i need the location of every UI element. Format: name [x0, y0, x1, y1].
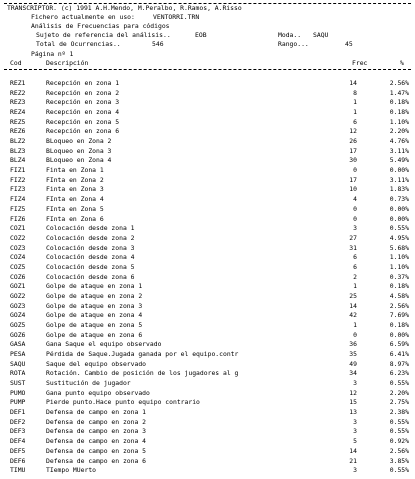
column-header-cod: Cod — [10, 59, 22, 67]
row-description: Defensa de campo en zona 3 — [46, 427, 147, 436]
row-code: GOZ6 — [10, 330, 26, 339]
table-row — [0, 322, 415, 330]
row-description: Colocación desde zona 5 — [46, 262, 135, 271]
table-row — [0, 216, 415, 224]
row-percent: 1.10% — [389, 262, 409, 271]
subject-label: Sujeto de referencia del análisis.. — [36, 31, 171, 39]
row-frequency: 25 — [349, 291, 357, 300]
row-code: BLZ4 — [10, 156, 26, 165]
row-percent: 6.23% — [389, 369, 409, 378]
table-row — [0, 380, 415, 388]
row-percent: 5.68% — [389, 243, 409, 252]
row-code: GOZ1 — [10, 282, 26, 291]
row-percent: 0.00% — [389, 330, 409, 339]
row-code: SUST — [10, 379, 26, 388]
row-description: Pérdida de Saque.Jugada ganada por el equipo.contr — [46, 350, 239, 359]
row-code: BLZ3 — [10, 146, 26, 155]
table-row — [0, 332, 415, 340]
row-percent: 6.59% — [389, 340, 409, 349]
row-code: DEF2 — [10, 417, 26, 426]
row-frequency: 1 — [353, 108, 357, 117]
row-frequency: 14 — [349, 79, 357, 87]
total-value: 546 — [152, 40, 164, 48]
table-row — [0, 419, 415, 427]
table-row — [0, 138, 415, 146]
row-frequency: 13 — [349, 408, 357, 417]
row-percent: 0.55% — [389, 379, 409, 388]
row-description: Golpe de ataque en zona 5 — [46, 321, 143, 329]
row-code: BLZ2 — [10, 137, 26, 146]
table-row — [0, 341, 415, 349]
table-row — [0, 157, 415, 165]
row-percent: 1.10% — [389, 253, 409, 262]
row-code: DEF4 — [10, 437, 26, 446]
row-frequency: 14 — [349, 446, 357, 455]
table-row — [0, 109, 415, 117]
row-percent: 0.73% — [389, 195, 409, 204]
row-percent: 0.00% — [389, 166, 409, 175]
row-description: FInta en Zona 4 — [46, 195, 104, 204]
row-description: Defensa de campo en zona 6 — [46, 456, 147, 465]
row-description: Recepción en zona 5 — [46, 117, 120, 126]
table-row — [0, 254, 415, 262]
row-percent: 0.55% — [389, 466, 409, 475]
row-frequency: 6 — [353, 253, 357, 262]
row-code: FIZ1 — [10, 166, 26, 175]
row-percent: 2.75% — [389, 398, 409, 407]
row-code: PESA — [10, 350, 26, 359]
row-percent: 1.47% — [389, 88, 409, 97]
row-description: BLoqueo en Zona 3 — [46, 146, 112, 155]
row-code: COZ2 — [10, 233, 26, 242]
row-percent: 4.76% — [389, 137, 409, 146]
row-code: COZ1 — [10, 224, 26, 233]
row-frequency: 14 — [349, 301, 357, 310]
table-row — [0, 458, 415, 466]
table-row — [0, 90, 415, 98]
row-frequency: 5 — [353, 437, 357, 446]
row-percent: 4.95% — [389, 233, 409, 242]
row-description: Finta en Zona 3 — [46, 185, 104, 194]
row-frequency: 6 — [353, 117, 357, 126]
row-code: GASA — [10, 340, 26, 349]
row-description: Rotación. Cambio de posición de los jugadores al g — [46, 369, 239, 378]
row-description: Golpe de ataque en zona 3 — [46, 301, 143, 310]
row-description: TIempo MUerto — [46, 466, 97, 475]
row-percent: 8.97% — [389, 359, 409, 368]
row-frequency: 3 — [353, 417, 357, 426]
row-percent: 0.00% — [389, 204, 409, 213]
row-code: GOZ4 — [10, 311, 26, 320]
table-row — [0, 245, 415, 253]
row-code: FIZ6 — [10, 214, 26, 223]
row-code: COZ6 — [10, 272, 26, 281]
table-row — [0, 235, 415, 243]
row-code: FIZ2 — [10, 175, 26, 184]
table-row — [0, 448, 415, 456]
row-description: Colocación desde zona 4 — [46, 253, 135, 262]
row-frequency: 3 — [353, 224, 357, 233]
row-description: Recepción en zona 3 — [46, 98, 120, 107]
row-code: REZ2 — [10, 88, 26, 97]
analysis-title: Análisis de Frecuencias para códigos — [31, 22, 170, 30]
row-percent: 6.41% — [389, 350, 409, 359]
row-percent: 0.55% — [389, 417, 409, 426]
row-description: BLoqueo en Zona 2 — [46, 137, 112, 146]
row-description: Golpe de ataque en zona 6 — [46, 330, 143, 339]
mode-value: SAQU — [313, 31, 329, 39]
row-percent: 2.20% — [389, 127, 409, 136]
row-percent: 0.55% — [389, 427, 409, 436]
row-code: DEF6 — [10, 456, 26, 465]
row-frequency: 21 — [349, 456, 357, 465]
row-frequency: 36 — [349, 340, 357, 349]
row-code: PUMP — [10, 398, 26, 407]
row-percent: 0.92% — [389, 437, 409, 446]
row-description: FInta en Zona 5 — [46, 204, 104, 213]
table-row — [0, 99, 415, 107]
row-description: Golpe de ataque en zona 1 — [46, 282, 143, 291]
row-percent: 2.38% — [389, 408, 409, 417]
row-frequency: 35 — [349, 350, 357, 359]
range-label: Rango... — [278, 40, 309, 48]
row-frequency: 0 — [353, 204, 357, 213]
row-percent: 0.18% — [389, 108, 409, 117]
row-frequency: 1 — [353, 282, 357, 291]
row-description: Recepción en zona 2 — [46, 88, 120, 97]
row-frequency: 1 — [353, 321, 357, 329]
column-header-percent: % — [400, 59, 404, 67]
file-label: Fichero actualmente en uso: — [31, 13, 135, 21]
row-frequency: 12 — [349, 127, 357, 136]
row-percent: 0.18% — [389, 282, 409, 291]
row-percent: 3.11% — [389, 146, 409, 155]
row-percent: 2.56% — [389, 446, 409, 455]
row-code: ROTA — [10, 369, 26, 378]
row-percent: 3.11% — [389, 175, 409, 184]
row-code: REZ3 — [10, 98, 26, 107]
row-description: Colocación desde zona 3 — [46, 243, 135, 252]
file-value: VENTORRI.TRN — [153, 13, 200, 21]
row-code: TIMU — [10, 466, 26, 475]
row-frequency: 34 — [349, 369, 357, 378]
row-code: FIZ3 — [10, 185, 26, 194]
table-row — [0, 390, 415, 398]
table-row — [0, 128, 415, 136]
row-description: Recepción en zona 4 — [46, 108, 120, 117]
row-frequency: 8 — [353, 88, 357, 97]
row-percent: 2.56% — [389, 301, 409, 310]
row-description: Golpe de ataque en zona 2 — [46, 291, 143, 300]
row-description: Colocación desde zona 1 — [46, 224, 135, 233]
row-description: Finta en Zona 1 — [46, 166, 104, 175]
table-row — [0, 351, 415, 359]
row-description: Saque del equipo observado — [46, 359, 147, 368]
table-row — [0, 428, 415, 436]
table-row — [0, 225, 415, 233]
table-row — [0, 274, 415, 282]
row-frequency: 31 — [349, 243, 357, 252]
row-frequency: 10 — [349, 185, 357, 194]
row-frequency: 17 — [349, 175, 357, 184]
row-code: GOZ5 — [10, 321, 26, 329]
row-code: REZ5 — [10, 117, 26, 126]
table-row — [0, 167, 415, 175]
row-description: Recepción en zona 6 — [46, 127, 120, 136]
row-frequency: 4 — [353, 195, 357, 204]
row-percent: 0.00% — [389, 214, 409, 223]
table-row — [0, 196, 415, 204]
row-percent: 5.49% — [389, 156, 409, 165]
row-percent: 0.55% — [389, 224, 409, 233]
row-description: Defensa de campo en zona 4 — [46, 437, 147, 446]
row-frequency: 3 — [353, 379, 357, 388]
row-code: REZ1 — [10, 79, 26, 87]
total-label: Total de Ocurrencias.. — [36, 40, 121, 48]
row-percent: 0.18% — [389, 98, 409, 107]
table-row — [0, 370, 415, 378]
table-row — [0, 438, 415, 446]
column-header-frequency: Frec — [352, 59, 368, 67]
row-code: PUMO — [10, 388, 26, 397]
table-row — [0, 206, 415, 214]
table-row — [0, 119, 415, 127]
table-row — [0, 80, 415, 88]
row-code: GOZ3 — [10, 301, 26, 310]
row-description: Defensa de campo en zona 5 — [46, 446, 147, 455]
row-frequency: 0 — [353, 330, 357, 339]
row-frequency: 1 — [353, 98, 357, 107]
row-frequency: 49 — [349, 359, 357, 368]
row-code: DEF3 — [10, 427, 26, 436]
header-rule — [4, 69, 411, 70]
row-code: COZ3 — [10, 243, 26, 252]
mode-label: Moda.. — [278, 31, 302, 39]
row-description: FInta en Zona 6 — [46, 214, 104, 223]
table-row — [0, 409, 415, 417]
row-percent: 3.85% — [389, 456, 409, 465]
table-row — [0, 283, 415, 291]
row-percent: 0.37% — [389, 272, 409, 281]
row-percent: 0.18% — [389, 321, 409, 329]
row-description: Gana punto equipo observado — [46, 388, 150, 397]
row-frequency: 26 — [349, 137, 357, 146]
row-frequency: 0 — [353, 166, 357, 175]
program-title: TRANSCRIPTOR. (c) 1991 A.H.Mendo, M.Peralbo, R.Ramos, A.Risso — [7, 4, 242, 12]
row-percent: 4.58% — [389, 291, 409, 300]
row-frequency: 42 — [349, 311, 357, 320]
row-frequency: 3 — [353, 427, 357, 436]
row-description: Sustitución de jugador — [46, 379, 131, 388]
row-percent: 1.83% — [389, 185, 409, 194]
row-frequency: 2 — [353, 272, 357, 281]
table-row — [0, 177, 415, 185]
row-code: COZ4 — [10, 253, 26, 262]
row-frequency: 17 — [349, 146, 357, 155]
row-description: Gana Saque el equipo observado — [46, 340, 162, 349]
range-value: 45 — [345, 40, 353, 48]
row-code: SAQU — [10, 359, 26, 368]
row-percent: 1.10% — [389, 117, 409, 126]
table-row — [0, 264, 415, 272]
row-percent: 2.56% — [389, 79, 409, 87]
row-code: DEF1 — [10, 408, 26, 417]
row-description: Colocación desde zona 2 — [46, 233, 135, 242]
row-description: BLoqueo en Zona 4 — [46, 156, 112, 165]
row-code: FIZ5 — [10, 204, 26, 213]
table-row — [0, 303, 415, 311]
row-code: FIZ4 — [10, 195, 26, 204]
table-row — [0, 312, 415, 320]
row-code: DEF5 — [10, 446, 26, 455]
column-header-description: Descripción — [46, 59, 89, 67]
row-frequency: 0 — [353, 214, 357, 223]
row-frequency: 30 — [349, 156, 357, 165]
subject-value: EOB — [195, 31, 207, 39]
row-frequency: 6 — [353, 262, 357, 271]
row-frequency: 12 — [349, 388, 357, 397]
row-description: Defensa de campo en zona 1 — [46, 408, 147, 417]
row-frequency: 3 — [353, 466, 357, 475]
table-row — [0, 148, 415, 156]
table-row — [0, 361, 415, 369]
table-row — [0, 399, 415, 407]
row-description: Defensa de campo en zona 2 — [46, 417, 147, 426]
row-frequency: 27 — [349, 233, 357, 242]
table-row — [0, 186, 415, 194]
row-frequency: 15 — [349, 398, 357, 407]
row-percent: 7.69% — [389, 311, 409, 320]
table-row — [0, 293, 415, 301]
table-row — [0, 467, 415, 475]
page-number: Página nº 1 — [31, 50, 74, 58]
row-description: Colocación desde zona 6 — [46, 272, 135, 281]
row-description: Recepción en zona 1 — [46, 79, 120, 87]
row-description: Golpe de ataque en zona 4 — [46, 311, 143, 320]
row-description: Pierde punto.Hace punto equipo contrario — [46, 398, 200, 407]
row-code: COZ5 — [10, 262, 26, 271]
row-code: GOZ2 — [10, 291, 26, 300]
row-code: REZ6 — [10, 127, 26, 136]
row-description: FInta en Zona 2 — [46, 175, 104, 184]
row-percent: 2.20% — [389, 388, 409, 397]
row-code: REZ4 — [10, 108, 26, 117]
